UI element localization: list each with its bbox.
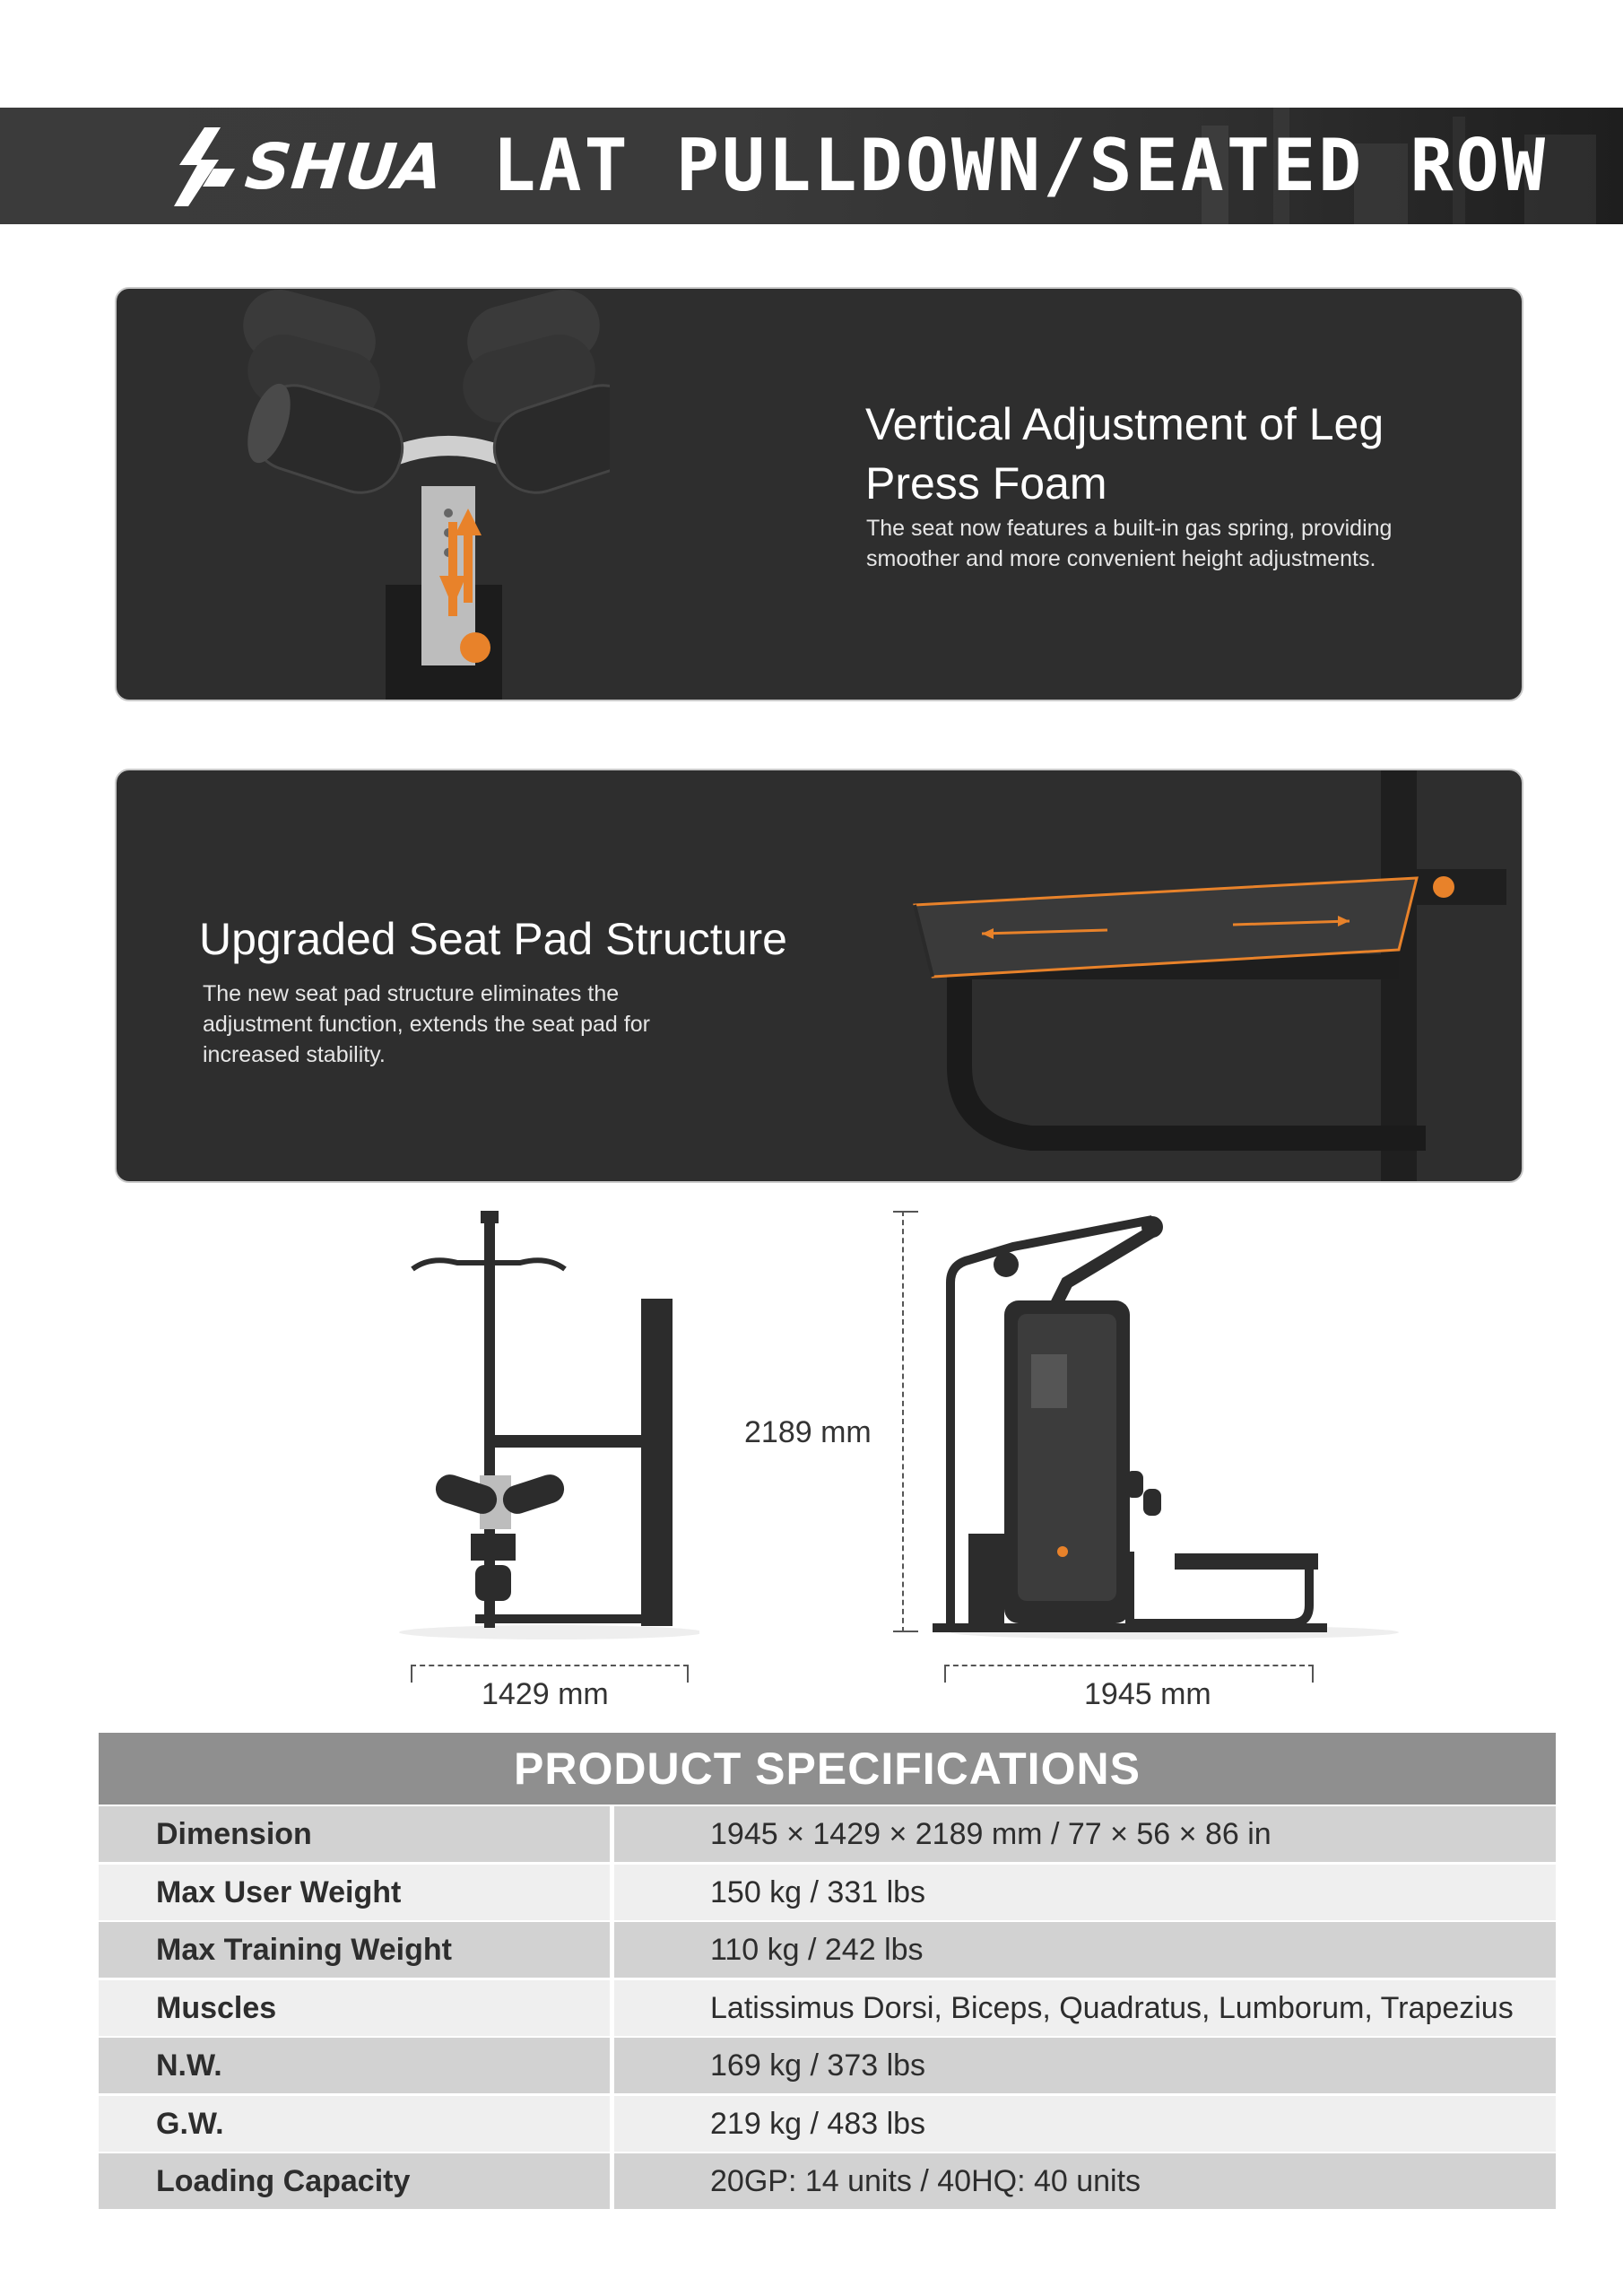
spec-value: 150 kg / 331 lbs [614, 1865, 1556, 1920]
brand-logo [161, 124, 448, 210]
spec-value: 219 kg / 483 lbs [614, 2096, 1556, 2152]
feature-description: The new seat pad structure eliminates the adjustment function, extends the seat pad for increased stability. [203, 981, 650, 1067]
spec-label: N.W. [99, 2038, 610, 2093]
height-dimension-line [902, 1211, 929, 1632]
spec-label: Dimension [99, 1806, 610, 1862]
page-title: LAT PULLDOWN/SEATED ROW [492, 124, 1548, 207]
feature-description: The seat now features a built-in gas spring, providing smoother and more convenient height adjustments. [866, 516, 1393, 571]
spec-value: Latissimus Dorsi, Biceps, Quadratus, Lumborum, Trapezius [614, 1980, 1556, 2036]
feature-panel-seat-pad [115, 769, 1523, 1183]
table-row [99, 1920, 1556, 1979]
table-row [99, 1805, 1556, 1863]
spec-value: 169 kg / 373 lbs [614, 2038, 1556, 2093]
spec-label: Loading Capacity [99, 2153, 610, 2209]
specifications-heading: PRODUCT SPECIFICATIONS [99, 1733, 1556, 1805]
height-tick-bottom [893, 1631, 918, 1632]
height-tick-top [893, 1211, 918, 1213]
shua-logo-icon [161, 124, 242, 210]
spec-value: 20GP: 14 units / 40HQ: 40 units [614, 2153, 1556, 2209]
spec-value: 110 kg / 242 lbs [614, 1922, 1556, 1978]
spec-value: 1945 × 1429 × 2189 mm / 77 × 56 × 86 in [614, 1806, 1556, 1862]
spec-label: Muscles [99, 1980, 610, 2036]
front-view-image [933, 1211, 1417, 1641]
width-dimension-label: 1429 mm [482, 1677, 609, 1711]
side-view-image [395, 1193, 699, 1641]
feature-title: Upgraded Seat Pad Structure [199, 914, 787, 964]
table-row [99, 2152, 1556, 2210]
feature-panel-leg-foam [115, 287, 1523, 701]
table-row [99, 2036, 1556, 2094]
spec-label: G.W. [99, 2096, 610, 2152]
leg-press-foam-image [233, 289, 610, 701]
length-dimension-label: 1945 mm [1084, 1677, 1211, 1711]
table-row [99, 2094, 1556, 2152]
table-row [99, 1979, 1556, 2037]
height-dimension-label: 2189 mm [744, 1415, 872, 1449]
page-header [0, 108, 1623, 224]
table-row [99, 1863, 1556, 1921]
spec-label: Max User Weight [99, 1865, 610, 1920]
spec-label: Max Training Weight [99, 1922, 610, 1978]
seat-pad-image [897, 770, 1523, 1183]
dimension-drawings [0, 1193, 1623, 1722]
feature-title: Vertical Adjustment of Leg Press Foam [865, 399, 1384, 509]
brand-name: SHUA [241, 130, 448, 204]
product-specifications-table [99, 1733, 1556, 2210]
